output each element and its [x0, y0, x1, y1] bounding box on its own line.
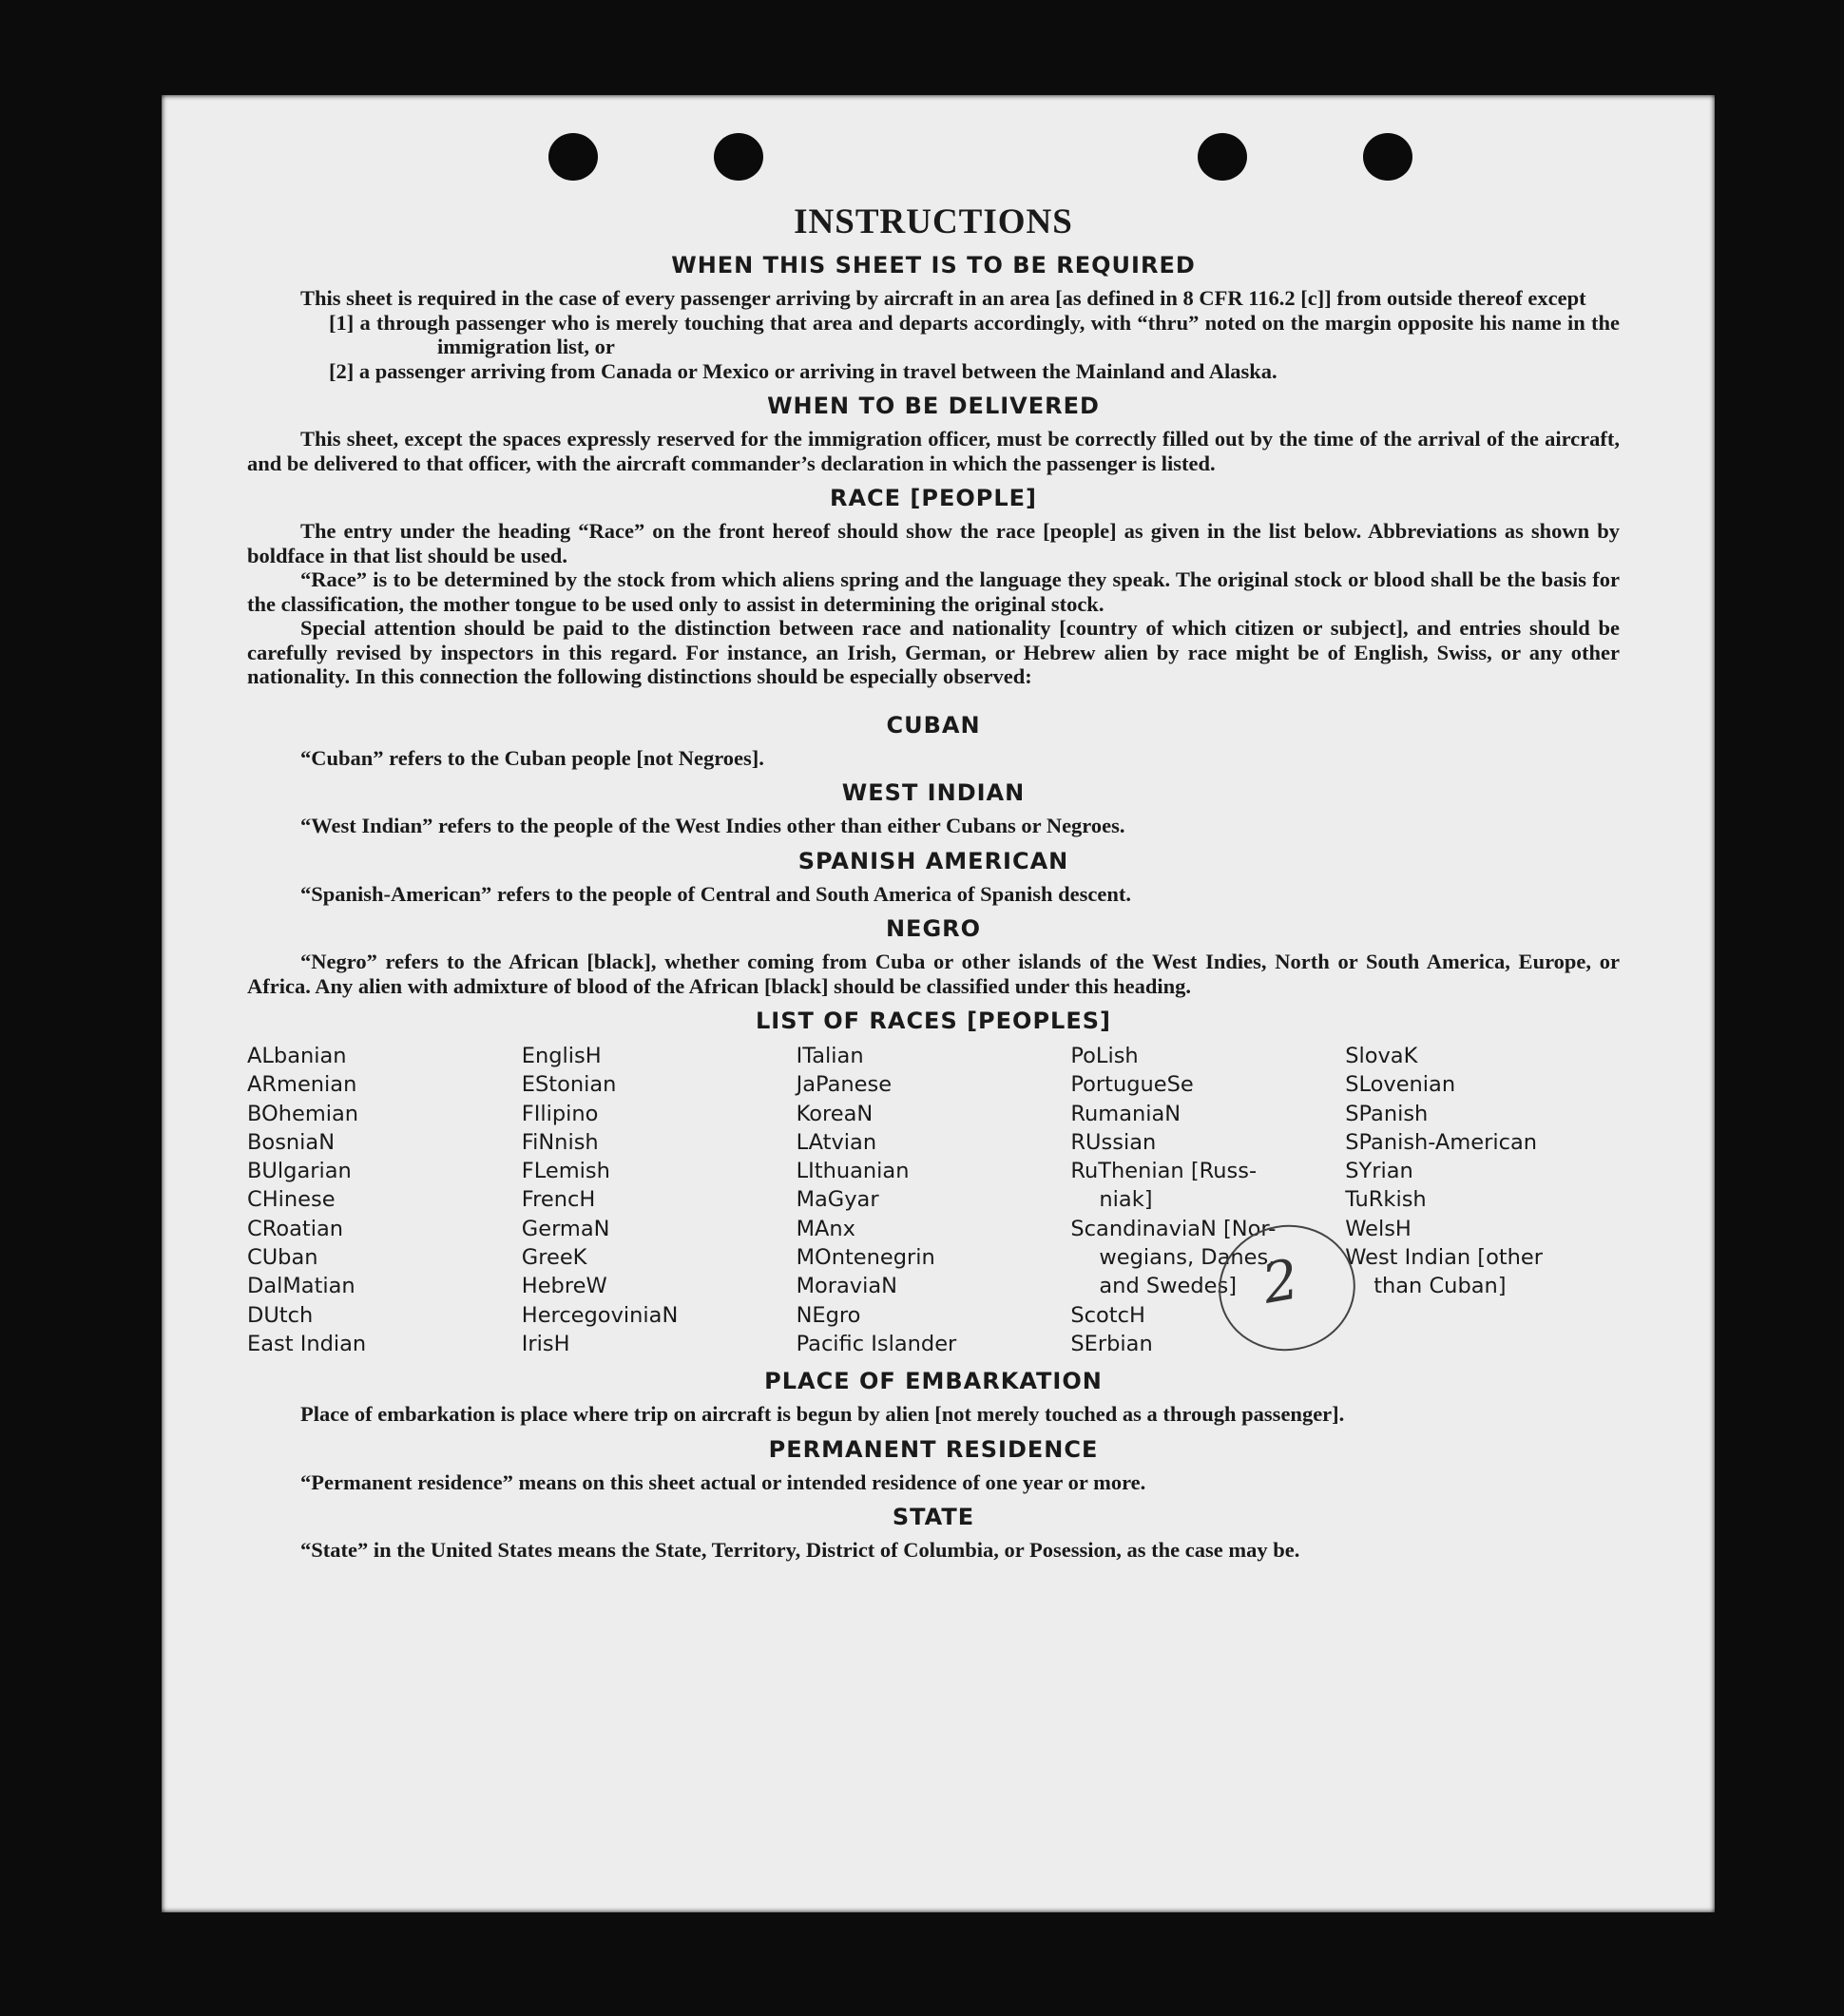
- handwritten-number: 2: [1258, 1246, 1304, 1316]
- race-item: GermaN: [521, 1216, 610, 1241]
- race-item: LAtvian: [796, 1129, 877, 1155]
- exception-item: [1] a through passenger who is merely touching that area and departs accordingly, with “thru” noted on the margin opposite his name in the immigration list, or: [329, 310, 1620, 358]
- race-item: RumaniaN: [1070, 1101, 1181, 1126]
- race-item: ScotcH: [1070, 1302, 1145, 1328]
- paragraph: The entry under the heading “Race” on the front hereof should show the race [people] as given in the list below. Abbreviations as shown by boldface in that list should be used.: [247, 519, 1620, 567]
- race-item: and Swedes]: [1099, 1274, 1238, 1299]
- race-item: SLovenian: [1345, 1072, 1456, 1098]
- race-item: ScandinaviaN [Nor-: [1070, 1216, 1277, 1241]
- section-heading-delivered: WHEN TO BE DELIVERED: [767, 393, 1100, 419]
- punch-hole: [714, 133, 763, 181]
- race-item: ALbanian: [247, 1044, 347, 1068]
- race-item: East Indian: [247, 1331, 367, 1356]
- race-item: FLemish: [521, 1159, 610, 1184]
- section-heading-cuban: CUBAN: [886, 711, 981, 739]
- section-heading-west-indian: WEST INDIAN: [841, 779, 1026, 806]
- race-item: SYrian: [1345, 1159, 1413, 1184]
- race-item: DalMatian: [247, 1274, 355, 1299]
- paragraph: Place of embarkation is place where trip on aircraft is begun by alien [not merely touched as a through passenger].: [300, 1402, 1345, 1427]
- race-item: EnglisH: [521, 1044, 602, 1068]
- paragraph: “Permanent residence” means on this sheet actual or intended residence of one year or more.: [300, 1469, 1146, 1494]
- race-item: MOntenegrin: [796, 1245, 935, 1271]
- race-item: HercegoviniaN: [521, 1302, 679, 1328]
- section-heading-races-list: LIST OF RACES [PEOPLES]: [756, 1008, 1111, 1034]
- paragraph: “State” in the United States means the State, Territory, District of Columbia, or Posession, as the case may be.: [300, 1538, 1300, 1563]
- race-item: RUssian: [1070, 1129, 1157, 1155]
- section-heading-race: RACE [PEOPLE]: [829, 485, 1038, 511]
- races-column: [247, 1042, 522, 1358]
- race-item: IrisH: [521, 1331, 570, 1356]
- race-item: SlovaK: [1345, 1044, 1418, 1068]
- document-body: [247, 202, 1620, 1563]
- paragraph: This sheet is required in the case of every passenger arriving by aircraft in an area [as defined in 8 CFR 116.2 [c]] from outside thereof except: [300, 286, 1586, 310]
- race-item: RuThenian [Russ-: [1070, 1159, 1258, 1184]
- race-item: TuRkish: [1345, 1187, 1427, 1213]
- race-item: EStonian: [521, 1072, 617, 1098]
- page-title: INSTRUCTIONS: [794, 202, 1073, 241]
- race-item: SErbian: [1070, 1331, 1153, 1356]
- race-item: NEgro: [796, 1302, 861, 1328]
- paragraph: Special attention should be paid to the distinction between race and nationality [country of which citizen or subject], and entries should be carefully revised by inspectors in this regard. For instance, an Irish, German, or Hebrew alien by race might be of English, Swiss, or any other nationality. In this connection the following distinctions should be especially observed:: [247, 616, 1620, 688]
- paragraph: “Cuban” refers to the Cuban people [not Negroes].: [300, 745, 764, 770]
- race-item: BosniaN: [247, 1129, 336, 1155]
- section-heading-negro: NEGRO: [885, 915, 982, 942]
- section-heading-state: STATE: [892, 1504, 975, 1531]
- race-item: DUtch: [247, 1302, 314, 1328]
- race-item: MAnx: [796, 1216, 855, 1241]
- exception-item: [2] a passenger arriving from Canada or Mexico or arriving in travel between the Mainland and Alaska.: [329, 358, 1277, 383]
- races-column: [797, 1042, 1071, 1358]
- race-item: Pacific Islander: [796, 1331, 957, 1356]
- race-item: ARmenian: [247, 1072, 357, 1098]
- races-list: [247, 1042, 1620, 1358]
- race-item: FrencH: [521, 1187, 596, 1213]
- paragraph: “West Indian” refers to the people of the West Indies other than either Cubans or Negroes.: [300, 814, 1125, 837]
- race-item: FiNnish: [521, 1129, 599, 1155]
- race-item: KoreaN: [796, 1101, 874, 1126]
- race-item: SPanish-American: [1345, 1129, 1538, 1155]
- race-item: PortugueSe: [1070, 1072, 1194, 1098]
- race-item: LIthuanian: [796, 1159, 910, 1184]
- section-heading-required: WHEN THIS SHEET IS TO BE REQUIRED: [671, 252, 1196, 278]
- race-item: MoraviaN: [796, 1274, 897, 1299]
- race-item: than Cuban]: [1373, 1274, 1507, 1299]
- paragraph: This sheet, except the spaces expressly reserved for the immigration officer, must be correctly filled out by the time of the arrival of the aircraft, and be delivered to that officer, with the aircraft commander’s declaration in which the passenger is listed.: [247, 427, 1620, 475]
- punch-hole: [1198, 133, 1247, 181]
- section-heading-residence: PERMANENT RESIDENCE: [768, 1435, 1099, 1463]
- paragraph: “Negro” refers to the African [black], whether coming from Cuba or other islands of the West Indies, North or South America, Europe, or Africa. Any alien with admixture of blood of the African [black] should be classified under this heading.: [247, 950, 1620, 998]
- punch-hole: [548, 133, 598, 181]
- paragraph: “Race” is to be determined by the stock from which aliens spring and the language they speak. The original stock or blood shall be the basis for the classification, the mother tongue to be used only to assist in determining the original stock.: [247, 567, 1620, 616]
- race-item: wegians, Danes,: [1099, 1245, 1276, 1271]
- section-heading-spanish-american: SPANISH AMERICAN: [797, 847, 1069, 874]
- race-item: HebreW: [521, 1274, 607, 1299]
- races-column: [522, 1042, 797, 1358]
- paragraph: “Spanish-American” refers to the people of Central and South America of Spanish descent.: [300, 881, 1131, 906]
- race-item: CHinese: [247, 1187, 336, 1213]
- race-item: BOhemian: [247, 1101, 359, 1126]
- race-item: GreeK: [521, 1245, 587, 1271]
- race-item: CUban: [247, 1245, 318, 1271]
- race-item: SPanish: [1345, 1101, 1429, 1126]
- race-item: CRoatian: [247, 1216, 344, 1241]
- race-item: West Indian [other: [1345, 1245, 1544, 1271]
- race-item: ITalian: [796, 1044, 864, 1068]
- race-item: BUlgarian: [247, 1159, 352, 1184]
- punch-hole: [1363, 133, 1412, 181]
- race-item: PoLish: [1070, 1044, 1139, 1068]
- race-item: JaPanese: [796, 1072, 893, 1098]
- race-item: MaGyar: [796, 1187, 879, 1213]
- race-item: WelsH: [1345, 1216, 1412, 1241]
- document-sheet: [162, 95, 1715, 1912]
- section-heading-embarkation: PLACE OF EMBARKATION: [764, 1368, 1103, 1395]
- race-item: niak]: [1099, 1187, 1153, 1213]
- race-item: FIlipino: [521, 1101, 599, 1126]
- races-column: [1345, 1042, 1620, 1358]
